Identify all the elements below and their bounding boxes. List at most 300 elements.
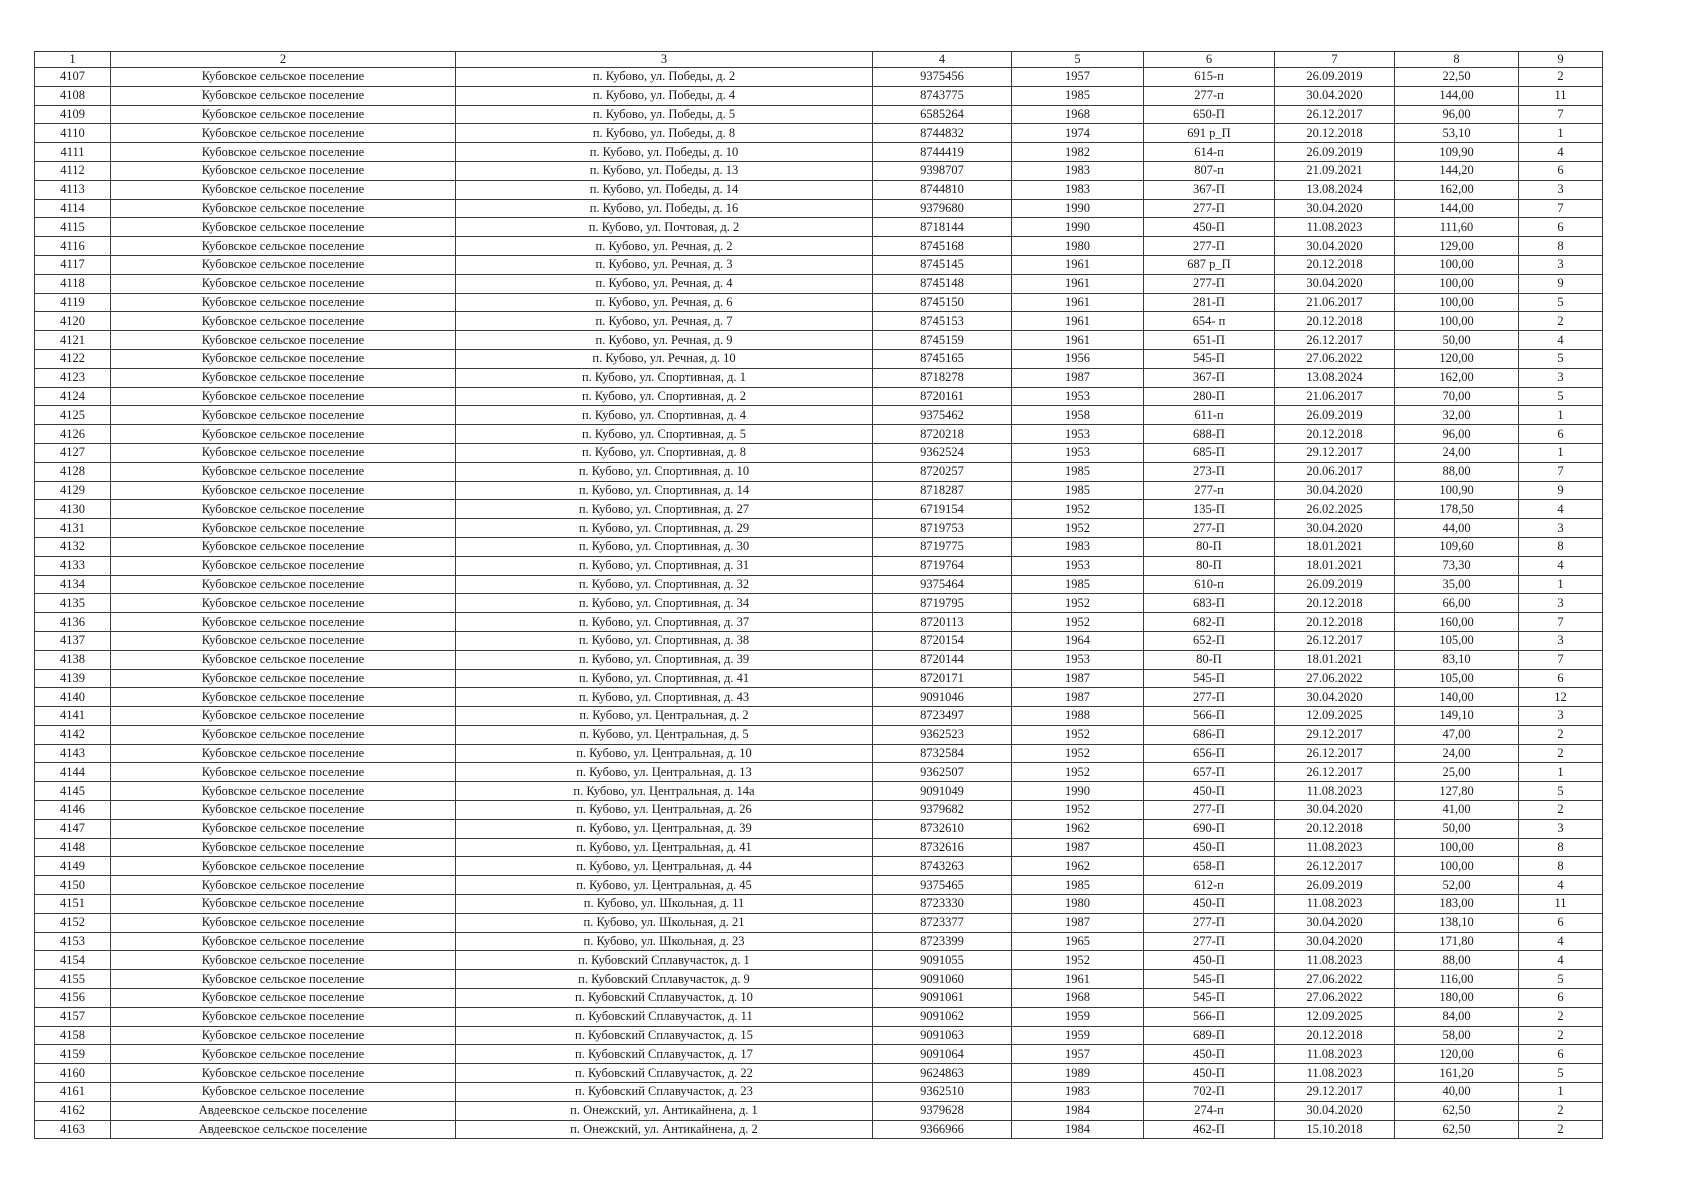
document-date-cell: 11.08.2023 <box>1275 1064 1395 1083</box>
document-date-cell: 29.12.2017 <box>1275 1083 1395 1102</box>
area-cell: 100,00 <box>1395 838 1519 857</box>
row-number-cell: 4148 <box>35 838 111 857</box>
document-date-cell: 26.12.2017 <box>1275 744 1395 763</box>
year-built-cell: 1980 <box>1012 895 1144 914</box>
table-row <box>35 124 1603 143</box>
settlement-name-cell: Кубовское сельское поселение <box>111 255 456 274</box>
year-built-cell: 1983 <box>1012 1083 1144 1102</box>
settlement-name-cell: Кубовское сельское поселение <box>111 1026 456 1045</box>
row-number-cell: 4135 <box>35 594 111 613</box>
document-number-cell: 277-П <box>1144 199 1275 218</box>
row-number-cell: 4120 <box>35 312 111 331</box>
year-built-cell: 1961 <box>1012 293 1144 312</box>
count-cell: 3 <box>1519 368 1603 387</box>
count-cell: 2 <box>1519 725 1603 744</box>
settlement-name-cell: Кубовское сельское поселение <box>111 500 456 519</box>
object-code-cell: 8743775 <box>873 86 1012 105</box>
settlement-name-cell: Кубовское сельское поселение <box>111 537 456 556</box>
table-row <box>35 1045 1603 1064</box>
document-date-cell: 20.12.2018 <box>1275 613 1395 632</box>
area-cell: 58,00 <box>1395 1026 1519 1045</box>
table-row <box>35 838 1603 857</box>
object-code-cell: 8745145 <box>873 255 1012 274</box>
count-cell: 5 <box>1519 782 1603 801</box>
table-row <box>35 500 1603 519</box>
area-cell: 100,00 <box>1395 255 1519 274</box>
area-cell: 162,00 <box>1395 368 1519 387</box>
row-number-cell: 4123 <box>35 368 111 387</box>
address-cell: п. Кубово, ул. Школьная, д. 21 <box>456 913 873 932</box>
address-cell: п. Кубовский Сплавучасток, д. 9 <box>456 970 873 989</box>
count-cell: 9 <box>1519 481 1603 500</box>
count-cell: 3 <box>1519 819 1603 838</box>
table-row <box>35 1007 1603 1026</box>
document-number-cell: 450-П <box>1144 218 1275 237</box>
row-number-cell: 4122 <box>35 349 111 368</box>
area-cell: 160,00 <box>1395 613 1519 632</box>
document-number-cell: 658-П <box>1144 857 1275 876</box>
table-row <box>35 613 1603 632</box>
row-number-cell: 4107 <box>35 68 111 87</box>
table-row <box>35 631 1603 650</box>
table-row <box>35 368 1603 387</box>
settlement-name-cell: Кубовское сельское поселение <box>111 970 456 989</box>
year-built-cell: 1952 <box>1012 519 1144 538</box>
table-row <box>35 895 1603 914</box>
table-row <box>35 932 1603 951</box>
settlement-name-cell: Кубовское сельское поселение <box>111 218 456 237</box>
object-code-cell: 8732584 <box>873 744 1012 763</box>
table-row <box>35 387 1603 406</box>
document-date-cell: 18.01.2021 <box>1275 650 1395 669</box>
year-built-cell: 1962 <box>1012 857 1144 876</box>
table-row <box>35 143 1603 162</box>
object-code-cell: 8745168 <box>873 237 1012 256</box>
object-code-cell: 8732616 <box>873 838 1012 857</box>
document-date-cell: 11.08.2023 <box>1275 895 1395 914</box>
count-cell: 6 <box>1519 989 1603 1008</box>
address-cell: п. Кубово, ул. Спортивная, д. 29 <box>456 519 873 538</box>
row-number-cell: 4163 <box>35 1120 111 1139</box>
table-row <box>35 462 1603 481</box>
area-cell: 24,00 <box>1395 443 1519 462</box>
count-cell: 12 <box>1519 688 1603 707</box>
table-row <box>35 1026 1603 1045</box>
count-cell: 5 <box>1519 1064 1603 1083</box>
count-cell: 1 <box>1519 575 1603 594</box>
document-number-cell: 367-П <box>1144 368 1275 387</box>
year-built-cell: 1985 <box>1012 575 1144 594</box>
address-cell: п. Кубово, ул. Победы, д. 16 <box>456 199 873 218</box>
table-row <box>35 274 1603 293</box>
object-code-cell: 8723330 <box>873 895 1012 914</box>
address-cell: п. Кубово, ул. Спортивная, д. 43 <box>456 688 873 707</box>
table-row <box>35 199 1603 218</box>
object-code-cell: 8744419 <box>873 143 1012 162</box>
count-cell: 6 <box>1519 425 1603 444</box>
document-number-cell: 685-П <box>1144 443 1275 462</box>
document-date-cell: 26.09.2019 <box>1275 406 1395 425</box>
year-built-cell: 1965 <box>1012 932 1144 951</box>
document-date-cell: 26.02.2025 <box>1275 500 1395 519</box>
table-row <box>35 857 1603 876</box>
area-cell: 66,00 <box>1395 594 1519 613</box>
count-cell: 1 <box>1519 406 1603 425</box>
settlement-name-cell: Кубовское сельское поселение <box>111 425 456 444</box>
table-row <box>35 349 1603 368</box>
document-number-cell: 545-П <box>1144 989 1275 1008</box>
row-number-cell: 4112 <box>35 161 111 180</box>
object-code-cell: 8720218 <box>873 425 1012 444</box>
address-cell: п. Кубовский Сплавучасток, д. 1 <box>456 951 873 970</box>
document-date-cell: 20.12.2018 <box>1275 819 1395 838</box>
year-built-cell: 1962 <box>1012 819 1144 838</box>
settlement-name-cell: Кубовское сельское поселение <box>111 763 456 782</box>
address-cell: п. Кубово, ул. Центральная, д. 45 <box>456 876 873 895</box>
document-number-cell: 807-п <box>1144 161 1275 180</box>
address-cell: п. Кубово, ул. Победы, д. 8 <box>456 124 873 143</box>
settlement-name-cell: Кубовское сельское поселение <box>111 631 456 650</box>
document-number-cell: 277-П <box>1144 801 1275 820</box>
count-cell: 2 <box>1519 1026 1603 1045</box>
row-number-cell: 4126 <box>35 425 111 444</box>
table-row <box>35 556 1603 575</box>
document-date-cell: 27.06.2022 <box>1275 970 1395 989</box>
year-built-cell: 1988 <box>1012 707 1144 726</box>
address-cell: п. Кубово, ул. Спортивная, д. 10 <box>456 462 873 481</box>
address-cell: п. Кубово, ул. Спортивная, д. 39 <box>456 650 873 669</box>
document-number-cell: 277-П <box>1144 913 1275 932</box>
count-cell: 8 <box>1519 857 1603 876</box>
table-row <box>35 876 1603 895</box>
year-built-cell: 1952 <box>1012 801 1144 820</box>
count-cell: 1 <box>1519 443 1603 462</box>
object-code-cell: 8732610 <box>873 819 1012 838</box>
count-cell: 4 <box>1519 143 1603 162</box>
year-built-cell: 1987 <box>1012 913 1144 932</box>
row-number-cell: 4136 <box>35 613 111 632</box>
document-date-cell: 30.04.2020 <box>1275 274 1395 293</box>
address-cell: п. Кубово, ул. Центральная, д. 10 <box>456 744 873 763</box>
document-date-cell: 12.09.2025 <box>1275 707 1395 726</box>
table-row <box>35 594 1603 613</box>
area-cell: 44,00 <box>1395 519 1519 538</box>
document-number-cell: 273-П <box>1144 462 1275 481</box>
document-date-cell: 30.04.2020 <box>1275 801 1395 820</box>
settlement-name-cell: Кубовское сельское поселение <box>111 1064 456 1083</box>
document-number-cell: 652-П <box>1144 631 1275 650</box>
document-date-cell: 20.12.2018 <box>1275 1026 1395 1045</box>
document-date-cell: 26.12.2017 <box>1275 331 1395 350</box>
object-code-cell: 8720154 <box>873 631 1012 650</box>
document-number-cell: 280-П <box>1144 387 1275 406</box>
count-cell: 3 <box>1519 594 1603 613</box>
table-row <box>35 443 1603 462</box>
row-number-cell: 4125 <box>35 406 111 425</box>
row-number-cell: 4110 <box>35 124 111 143</box>
area-cell: 73,30 <box>1395 556 1519 575</box>
object-code-cell: 8745150 <box>873 293 1012 312</box>
document-date-cell: 26.09.2019 <box>1275 68 1395 87</box>
settlement-name-cell: Кубовское сельское поселение <box>111 406 456 425</box>
year-built-cell: 1990 <box>1012 218 1144 237</box>
document-number-cell: 688-П <box>1144 425 1275 444</box>
area-cell: 180,00 <box>1395 989 1519 1008</box>
document-number-cell: 686-П <box>1144 725 1275 744</box>
document-date-cell: 27.06.2022 <box>1275 989 1395 1008</box>
document-number-cell: 277-П <box>1144 932 1275 951</box>
document-date-cell: 30.04.2020 <box>1275 913 1395 932</box>
year-built-cell: 1959 <box>1012 1026 1144 1045</box>
document-number-cell: 656-П <box>1144 744 1275 763</box>
year-built-cell: 1984 <box>1012 1101 1144 1120</box>
document-number-cell: 689-П <box>1144 1026 1275 1045</box>
area-cell: 144,00 <box>1395 199 1519 218</box>
object-code-cell: 9375464 <box>873 575 1012 594</box>
table-row <box>35 1064 1603 1083</box>
document-number-cell: 545-П <box>1144 970 1275 989</box>
document-number-cell: 277-П <box>1144 274 1275 293</box>
address-cell: п. Кубово, ул. Центральная, д. 2 <box>456 707 873 726</box>
document-number-cell: 450-П <box>1144 838 1275 857</box>
year-built-cell: 1961 <box>1012 331 1144 350</box>
area-cell: 88,00 <box>1395 462 1519 481</box>
row-number-cell: 4137 <box>35 631 111 650</box>
area-cell: 52,00 <box>1395 876 1519 895</box>
area-cell: 178,50 <box>1395 500 1519 519</box>
object-code-cell: 9375456 <box>873 68 1012 87</box>
row-number-cell: 4161 <box>35 1083 111 1102</box>
object-code-cell: 8720113 <box>873 613 1012 632</box>
table-row <box>35 68 1603 87</box>
year-built-cell: 1983 <box>1012 161 1144 180</box>
document-date-cell: 30.04.2020 <box>1275 932 1395 951</box>
row-number-cell: 4139 <box>35 669 111 688</box>
settlement-name-cell: Кубовское сельское поселение <box>111 801 456 820</box>
object-code-cell: 8745148 <box>873 274 1012 293</box>
count-cell: 5 <box>1519 387 1603 406</box>
document-number-cell: 654- п <box>1144 312 1275 331</box>
document-number-cell: 277-п <box>1144 481 1275 500</box>
area-cell: 24,00 <box>1395 744 1519 763</box>
count-cell: 2 <box>1519 1101 1603 1120</box>
object-code-cell: 8718287 <box>873 481 1012 500</box>
settlement-name-cell: Кубовское сельское поселение <box>111 951 456 970</box>
table-row <box>35 819 1603 838</box>
year-built-cell: 1952 <box>1012 744 1144 763</box>
address-cell: п. Кубово, ул. Спортивная, д. 1 <box>456 368 873 387</box>
settlement-name-cell: Кубовское сельское поселение <box>111 1007 456 1026</box>
address-cell: п. Кубово, ул. Спортивная, д. 38 <box>456 631 873 650</box>
count-cell: 11 <box>1519 86 1603 105</box>
object-code-cell: 8720171 <box>873 669 1012 688</box>
address-cell: п. Онежский, ул. Антикайнена, д. 2 <box>456 1120 873 1139</box>
count-cell: 3 <box>1519 707 1603 726</box>
document-number-cell: 682-П <box>1144 613 1275 632</box>
document-number-cell: 462-П <box>1144 1120 1275 1139</box>
document-date-cell: 20.12.2018 <box>1275 312 1395 331</box>
count-cell: 4 <box>1519 876 1603 895</box>
settlement-name-cell: Кубовское сельское поселение <box>111 237 456 256</box>
count-cell: 7 <box>1519 650 1603 669</box>
table-row <box>35 86 1603 105</box>
settlement-name-cell: Кубовское сельское поселение <box>111 594 456 613</box>
row-number-cell: 4146 <box>35 801 111 820</box>
settlement-name-cell: Кубовское сельское поселение <box>111 199 456 218</box>
row-number-cell: 4115 <box>35 218 111 237</box>
count-cell: 3 <box>1519 255 1603 274</box>
address-cell: п. Кубово, ул. Центральная, д. 26 <box>456 801 873 820</box>
table-row <box>35 1120 1603 1139</box>
object-code-cell: 8718144 <box>873 218 1012 237</box>
table-row <box>35 801 1603 820</box>
area-cell: 105,00 <box>1395 669 1519 688</box>
column-number-row <box>35 52 1603 68</box>
document-date-cell: 20.12.2018 <box>1275 124 1395 143</box>
document-number-cell: 566-П <box>1144 707 1275 726</box>
document-date-cell: 20.12.2018 <box>1275 255 1395 274</box>
settlement-name-cell: Кубовское сельское поселение <box>111 575 456 594</box>
address-cell: п. Кубово, ул. Спортивная, д. 14 <box>456 481 873 500</box>
address-cell: п. Кубово, ул. Центральная, д. 13 <box>456 763 873 782</box>
area-cell: 100,00 <box>1395 312 1519 331</box>
table-row <box>35 744 1603 763</box>
count-cell: 4 <box>1519 331 1603 350</box>
document-number-cell: 651-П <box>1144 331 1275 350</box>
document-date-cell: 26.09.2019 <box>1275 876 1395 895</box>
count-cell: 8 <box>1519 537 1603 556</box>
table-row <box>35 255 1603 274</box>
settlement-name-cell: Кубовское сельское поселение <box>111 1083 456 1102</box>
document-date-cell: 13.08.2024 <box>1275 368 1395 387</box>
address-cell: п. Кубово, ул. Спортивная, д. 32 <box>456 575 873 594</box>
address-cell: п. Кубово, ул. Почтовая, д. 2 <box>456 218 873 237</box>
address-cell: п. Кубово, ул. Центральная, д. 5 <box>456 725 873 744</box>
count-cell: 2 <box>1519 312 1603 331</box>
area-cell: 171,80 <box>1395 932 1519 951</box>
count-cell: 7 <box>1519 105 1603 124</box>
document-date-cell: 13.08.2024 <box>1275 180 1395 199</box>
count-cell: 3 <box>1519 180 1603 199</box>
row-number-cell: 4108 <box>35 86 111 105</box>
address-cell: п. Кубово, ул. Речная, д. 2 <box>456 237 873 256</box>
year-built-cell: 1953 <box>1012 650 1144 669</box>
document-date-cell: 18.01.2021 <box>1275 537 1395 556</box>
document-number-cell: 615-п <box>1144 68 1275 87</box>
column-number: 2 <box>111 52 456 68</box>
year-built-cell: 1985 <box>1012 481 1144 500</box>
table-row <box>35 218 1603 237</box>
object-code-cell: 9362524 <box>873 443 1012 462</box>
object-code-cell: 9379680 <box>873 199 1012 218</box>
document-number-cell: 650-П <box>1144 105 1275 124</box>
table-row <box>35 537 1603 556</box>
count-cell: 4 <box>1519 932 1603 951</box>
count-cell: 1 <box>1519 124 1603 143</box>
object-code-cell: 9379628 <box>873 1101 1012 1120</box>
area-cell: 100,90 <box>1395 481 1519 500</box>
row-number-cell: 4132 <box>35 537 111 556</box>
settlement-name-cell: Авдеевское сельское поселение <box>111 1120 456 1139</box>
address-cell: п. Кубово, ул. Победы, д. 4 <box>456 86 873 105</box>
document-date-cell: 29.12.2017 <box>1275 443 1395 462</box>
settlement-name-cell: Кубовское сельское поселение <box>111 331 456 350</box>
document-date-cell: 26.12.2017 <box>1275 105 1395 124</box>
area-cell: 144,20 <box>1395 161 1519 180</box>
document-date-cell: 26.12.2017 <box>1275 857 1395 876</box>
document-date-cell: 30.04.2020 <box>1275 519 1395 538</box>
document-number-cell: 690-П <box>1144 819 1275 838</box>
count-cell: 6 <box>1519 913 1603 932</box>
count-cell: 6 <box>1519 161 1603 180</box>
settlement-name-cell: Кубовское сельское поселение <box>111 857 456 876</box>
count-cell: 2 <box>1519 744 1603 763</box>
object-code-cell: 6719154 <box>873 500 1012 519</box>
row-number-cell: 4130 <box>35 500 111 519</box>
document-number-cell: 277-П <box>1144 237 1275 256</box>
settlement-name-cell: Кубовское сельское поселение <box>111 481 456 500</box>
table-row <box>35 650 1603 669</box>
area-cell: 53,10 <box>1395 124 1519 143</box>
area-cell: 35,00 <box>1395 575 1519 594</box>
object-code-cell: 8719764 <box>873 556 1012 575</box>
settlement-name-cell: Кубовское сельское поселение <box>111 819 456 838</box>
address-cell: п. Кубово, ул. Спортивная, д. 4 <box>456 406 873 425</box>
count-cell: 9 <box>1519 274 1603 293</box>
object-code-cell: 8720161 <box>873 387 1012 406</box>
row-number-cell: 4162 <box>35 1101 111 1120</box>
document-number-cell: 657-П <box>1144 763 1275 782</box>
document-date-cell: 11.08.2023 <box>1275 782 1395 801</box>
table-row <box>35 293 1603 312</box>
address-cell: п. Онежский, ул. Антикайнена, д. 1 <box>456 1101 873 1120</box>
table-row <box>35 782 1603 801</box>
year-built-cell: 1953 <box>1012 556 1144 575</box>
count-cell: 6 <box>1519 218 1603 237</box>
area-cell: 138,10 <box>1395 913 1519 932</box>
address-cell: п. Кубово, ул. Победы, д. 2 <box>456 68 873 87</box>
year-built-cell: 1974 <box>1012 124 1144 143</box>
row-number-cell: 4152 <box>35 913 111 932</box>
address-cell: п. Кубово, ул. Речная, д. 6 <box>456 293 873 312</box>
address-cell: п. Кубово, ул. Речная, д. 4 <box>456 274 873 293</box>
table-row <box>35 519 1603 538</box>
document-date-cell: 30.04.2020 <box>1275 86 1395 105</box>
row-number-cell: 4153 <box>35 932 111 951</box>
document-date-cell: 12.09.2025 <box>1275 1007 1395 1026</box>
document-number-cell: 566-П <box>1144 1007 1275 1026</box>
document-date-cell: 30.04.2020 <box>1275 481 1395 500</box>
table-row <box>35 161 1603 180</box>
object-code-cell: 8745153 <box>873 312 1012 331</box>
document-date-cell: 11.08.2023 <box>1275 1045 1395 1064</box>
table-row <box>35 331 1603 350</box>
area-cell: 40,00 <box>1395 1083 1519 1102</box>
settlement-name-cell: Кубовское сельское поселение <box>111 613 456 632</box>
settlement-name-cell: Кубовское сельское поселение <box>111 838 456 857</box>
row-number-cell: 4128 <box>35 462 111 481</box>
year-built-cell: 1990 <box>1012 199 1144 218</box>
document-number-cell: 683-П <box>1144 594 1275 613</box>
document-number-cell: 80-П <box>1144 556 1275 575</box>
year-built-cell: 1987 <box>1012 368 1144 387</box>
area-cell: 120,00 <box>1395 349 1519 368</box>
row-number-cell: 4149 <box>35 857 111 876</box>
row-number-cell: 4119 <box>35 293 111 312</box>
table-body <box>35 52 1603 1139</box>
settlement-name-cell: Кубовское сельское поселение <box>111 895 456 914</box>
row-number-cell: 4158 <box>35 1026 111 1045</box>
